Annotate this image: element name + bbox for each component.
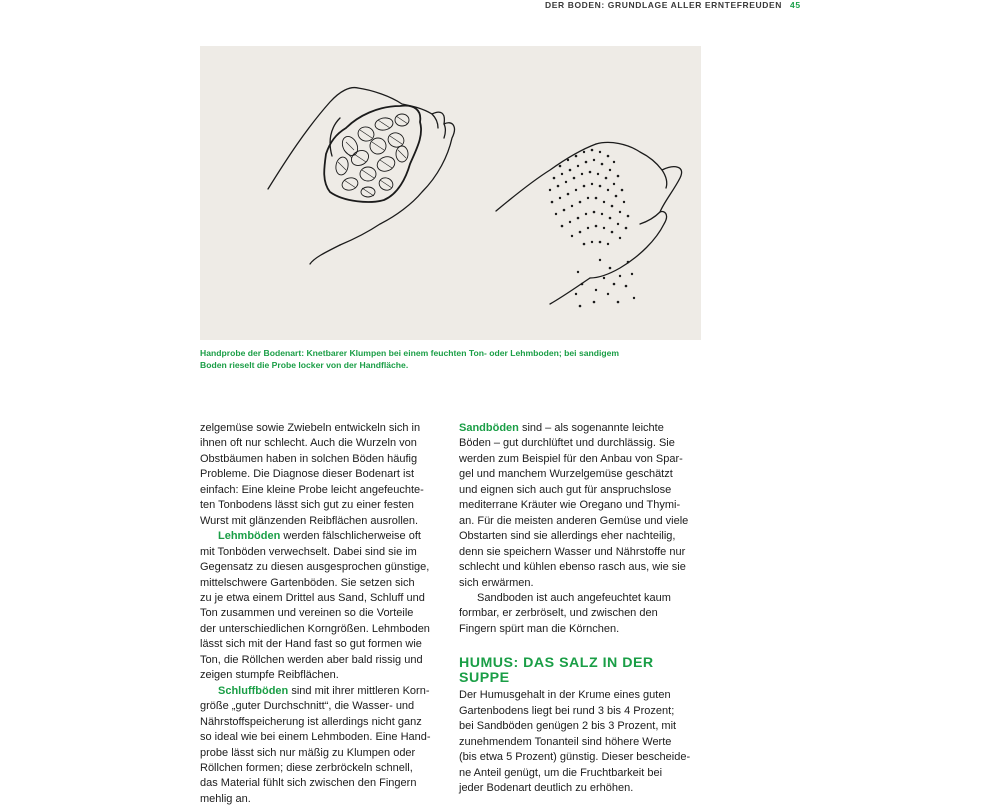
text-line: sind mit ihrer mittleren Korn-	[288, 684, 430, 697]
text-line: größe „guter Durchschnitt“, die Wasser- und	[200, 700, 415, 713]
text-line: werden zum Beispiel für den Anbau von Spar-	[459, 452, 683, 465]
keyword-sandboeden: Sandböden	[459, 422, 519, 434]
text-line: einfach: Eine kleine Probe leicht angefeuchte-	[200, 483, 424, 496]
paragraph-clay	[200, 421, 445, 529]
text-column-right	[459, 421, 704, 797]
text-line: zeigen stumpfe Reibflächen.	[200, 669, 339, 682]
text-line: Gegensatz zu diesen ausgesprochen günstige,	[200, 561, 430, 574]
text-line: jeder Bodenart deutlich zu erhöhen.	[459, 782, 634, 795]
text-line: ten Tonbodens lässt sich gut zu einer festen	[200, 499, 414, 512]
text-line: und eignen sich auch gut für anspruchslose	[459, 483, 672, 496]
text-line: mediterrane Kräuter wie Oregano und Thymi-	[459, 499, 681, 512]
text-line: probe lässt sich nur mäßig zu Klumpen oder	[200, 746, 416, 759]
text-line: formbar, er zerbröselt, und zwischen den	[459, 607, 658, 620]
text-line: bei Sandböden genügen 2 bis 3 Prozent, mit	[459, 720, 677, 733]
text-line: Probleme. Die Diagnose dieser Bodenart ist	[200, 468, 415, 481]
text-line: Ton zusammen und vereinen so die Vorteile	[200, 607, 414, 620]
text-line: (bis etwa 5 Prozent) günstig. Dieser bescheide-	[459, 751, 691, 764]
heading-line: HUMUS: DAS SALZ IN DER	[459, 655, 654, 672]
text-line: schlecht und kühlen ebenso rasch aus, wie sie	[459, 561, 686, 574]
text-line: Der Humusgehalt in der Krume eines guten	[459, 689, 671, 702]
text-line: Sandboden ist auch angefeuchtet kaum	[477, 591, 671, 604]
text-line: das Material fühlt sich zwischen den Fingern	[200, 777, 417, 790]
paragraph-silt	[200, 684, 445, 807]
text-line: Obstarten sind sie allerdings eher nachteilig,	[459, 530, 676, 543]
text-line: mit Tonböden verwechselt. Dabei sind sie im	[200, 545, 417, 558]
caption-line: Handprobe der Bodenart: Knetbarer Klumpen bei einem feuchten Ton- oder Lehmboden; bei sandigem	[200, 348, 620, 358]
text-line: ne Anteil genügt, um die Fruchtbarkeit bei	[459, 766, 663, 779]
paragraph-sand	[459, 421, 704, 591]
text-line: Böden – gut durchlüftet und durchlässig. Sie	[459, 437, 675, 450]
text-line: Fingern spürt man die Körnchen.	[459, 622, 620, 635]
paragraph-loam	[200, 529, 445, 684]
text-line: Röllchen formen; diese zerbröckeln schnell,	[200, 761, 413, 774]
paragraph-sand-note	[459, 591, 704, 637]
text-line: so ideal wie bei einem Lehmboden. Eine Hand-	[200, 731, 431, 744]
text-line: gel und manchem Wurzelgemüse geschätzt	[459, 468, 673, 481]
text-line: zunehmendem Tonanteil sind höhere Werte	[459, 735, 672, 748]
hands-soil-sample-illustration	[200, 46, 701, 340]
paragraph-humus	[459, 688, 704, 796]
text-line: Nährstoffspeicherung ist allerdings nicht ganz	[200, 715, 422, 728]
keyword-lehmboeden: Lehmböden	[218, 530, 281, 543]
text-line: Obstbäumen haben in solchen Böden häufig	[200, 452, 418, 465]
text-line: Wurst mit glänzenden Reibflächen ausrollen.	[200, 514, 419, 527]
text-line: mittelschwere Gartenböden. Sie setzen sich	[200, 576, 415, 589]
figure-caption	[200, 348, 700, 371]
text-line: zelgemüse sowie Zwiebeln entwickeln sich in	[200, 422, 421, 434]
text-line: mehlig an.	[200, 792, 251, 805]
text-line: denn sie speichern Wasser und Nährstoffe nur	[459, 545, 686, 558]
text-line: ihnen oft nur schlecht. Auch die Wurzeln von	[200, 437, 417, 450]
text-line: sind – als sogenannte leichte	[518, 422, 664, 434]
caption-line: Boden rieselt die Probe locker von der Handfläche.	[200, 359, 409, 370]
text-line: lässt sich mit der Hand fast so gut formen wie	[200, 638, 422, 651]
page-number: 45	[790, 0, 801, 10]
running-head	[545, 0, 805, 14]
text-line: der unterschiedlichen Korngrößen. Lehmboden	[200, 622, 430, 635]
text-column-left	[200, 421, 445, 807]
heading-line: SUPPE	[459, 670, 510, 687]
figure-illustration	[200, 46, 701, 340]
keyword-schluffboeden: Schluffböden	[218, 684, 289, 697]
section-heading-humus	[459, 656, 704, 686]
text-line: zu je etwa einem Drittel aus Sand, Schluff und	[200, 591, 425, 604]
text-line: Gartenbodens liegt bei rund 3 bis 4 Prozent;	[459, 704, 675, 717]
text-line: sich erwärmen.	[459, 576, 534, 589]
text-line: Ton, die Röllchen werden aber bald rissig und	[200, 653, 423, 666]
text-line: werden fälschlicherweise oft	[280, 530, 421, 543]
running-head-title: DER BODEN: GRUNDLAGE ALLER ERNTEFREUDEN	[545, 0, 783, 10]
text-line: an. Für die meisten anderen Gemüse und viele	[459, 514, 689, 527]
